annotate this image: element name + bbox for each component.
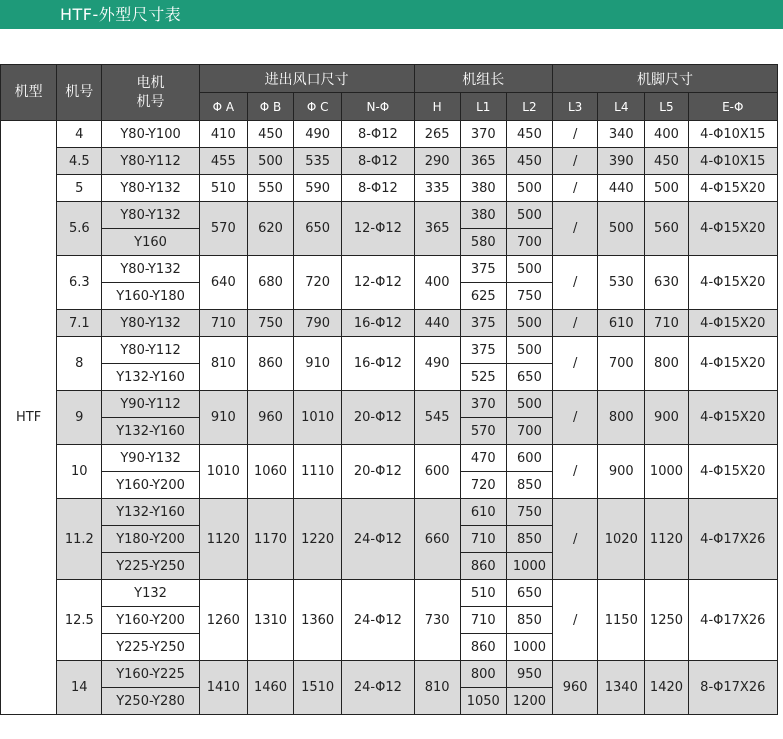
cell-phi-b: 450 — [247, 121, 293, 148]
cell-phi-a: 570 — [199, 202, 247, 256]
cell-l1: 580 — [460, 229, 506, 256]
cell-n-phi: 24-Φ12 — [342, 661, 414, 715]
cell-l1: 1050 — [460, 688, 506, 715]
cell-l4: 900 — [598, 445, 645, 499]
cell-l5: 500 — [645, 175, 688, 202]
cell-n-phi: 20-Φ12 — [342, 391, 414, 445]
cell-fan-number: 6.3 — [57, 256, 102, 310]
cell-fan-number: 5.6 — [57, 202, 102, 256]
header-foot-group: 机脚尺寸 — [553, 65, 778, 93]
cell-n-phi: 8-Φ12 — [342, 175, 414, 202]
cell-l2: 750 — [506, 499, 552, 526]
cell-e-phi: 4-Φ17X26 — [688, 580, 777, 661]
cell-motor: Y80-Y132 — [102, 310, 199, 337]
cell-l1: 860 — [460, 553, 506, 580]
cell-phi-a: 810 — [199, 337, 247, 391]
cell-motor: Y80-Y132 — [102, 175, 199, 202]
cell-l1: 375 — [460, 256, 506, 283]
cell-phi-b: 1310 — [247, 580, 293, 661]
cell-h: 600 — [414, 445, 460, 499]
cell-l5: 1000 — [645, 445, 688, 499]
header-type: 机型 — [1, 65, 57, 121]
cell-n-phi: 16-Φ12 — [342, 337, 414, 391]
cell-l5: 1250 — [645, 580, 688, 661]
cell-phi-a: 1410 — [199, 661, 247, 715]
cell-l1: 380 — [460, 175, 506, 202]
cell-phi-c: 535 — [294, 148, 342, 175]
cell-phi-a: 640 — [199, 256, 247, 310]
cell-n-phi: 8-Φ12 — [342, 121, 414, 148]
cell-l1: 625 — [460, 283, 506, 310]
cell-l2: 650 — [506, 580, 552, 607]
header-unit-length-group: 机组长 — [414, 65, 553, 93]
cell-l5: 630 — [645, 256, 688, 310]
table-row — [1, 121, 778, 148]
cell-l4: 610 — [598, 310, 645, 337]
cell-l3: 960 — [553, 661, 598, 715]
cell-l1: 370 — [460, 121, 506, 148]
cell-phi-c: 1510 — [294, 661, 342, 715]
cell-l3: / — [553, 337, 598, 391]
cell-n-phi: 20-Φ12 — [342, 445, 414, 499]
cell-phi-a: 710 — [199, 310, 247, 337]
cell-l4: 1020 — [598, 499, 645, 580]
cell-l2: 1000 — [506, 553, 552, 580]
cell-phi-b: 750 — [247, 310, 293, 337]
cell-l5: 900 — [645, 391, 688, 445]
table-row — [1, 580, 778, 607]
title-bar — [0, 0, 783, 29]
cell-l4: 800 — [598, 391, 645, 445]
cell-motor: Y160-Y180 — [102, 283, 199, 310]
cell-fan-number: 4 — [57, 121, 102, 148]
cell-motor: Y90-Y132 — [102, 445, 199, 472]
cell-phi-c: 1110 — [294, 445, 342, 499]
table-body — [1, 121, 778, 715]
cell-l2: 500 — [506, 175, 552, 202]
cell-h: 810 — [414, 661, 460, 715]
cell-n-phi: 24-Φ12 — [342, 499, 414, 580]
table-row — [1, 148, 778, 175]
cell-l5: 800 — [645, 337, 688, 391]
cell-h: 265 — [414, 121, 460, 148]
cell-l3: / — [553, 499, 598, 580]
cell-l2: 500 — [506, 256, 552, 283]
cell-l2: 500 — [506, 337, 552, 364]
cell-l5: 400 — [645, 121, 688, 148]
cell-l2: 450 — [506, 121, 552, 148]
cell-fan-number: 12.5 — [57, 580, 102, 661]
dimension-table — [0, 64, 778, 715]
cell-l5: 1420 — [645, 661, 688, 715]
cell-l1: 380 — [460, 202, 506, 229]
cell-l2: 500 — [506, 391, 552, 418]
cell-l2: 850 — [506, 607, 552, 634]
cell-l3: / — [553, 202, 598, 256]
cell-phi-c: 720 — [294, 256, 342, 310]
cell-l2: 500 — [506, 310, 552, 337]
cell-l4: 700 — [598, 337, 645, 391]
cell-phi-c: 1010 — [294, 391, 342, 445]
header-l4: L4 — [598, 93, 645, 121]
cell-fan-number: 8 — [57, 337, 102, 391]
cell-phi-a: 1010 — [199, 445, 247, 499]
cell-l3: / — [553, 175, 598, 202]
header-outlet-group: 进出风口尺寸 — [199, 65, 414, 93]
cell-fan-number: 9 — [57, 391, 102, 445]
table-row — [1, 175, 778, 202]
cell-l2: 700 — [506, 418, 552, 445]
cell-motor: Y160-Y200 — [102, 607, 199, 634]
header-l1: L1 — [460, 93, 506, 121]
cell-motor: Y80-Y132 — [102, 256, 199, 283]
cell-phi-a: 1260 — [199, 580, 247, 661]
cell-motor: Y90-Y112 — [102, 391, 199, 418]
cell-l1: 800 — [460, 661, 506, 688]
cell-motor: Y80-Y132 — [102, 202, 199, 229]
cell-l4: 500 — [598, 202, 645, 256]
header-l2: L2 — [506, 93, 552, 121]
cell-l5: 710 — [645, 310, 688, 337]
cell-phi-b: 1460 — [247, 661, 293, 715]
cell-l3: / — [553, 580, 598, 661]
cell-l2: 650 — [506, 364, 552, 391]
cell-h: 490 — [414, 337, 460, 391]
cell-h: 660 — [414, 499, 460, 580]
cell-e-phi: 4-Φ15X20 — [688, 202, 777, 256]
cell-e-phi: 4-Φ15X20 — [688, 256, 777, 310]
cell-phi-b: 680 — [247, 256, 293, 310]
cell-l2: 1200 — [506, 688, 552, 715]
cell-fan-number: 10 — [57, 445, 102, 499]
header-phi-a: Φ A — [199, 93, 247, 121]
cell-l4: 1150 — [598, 580, 645, 661]
cell-phi-c: 910 — [294, 337, 342, 391]
cell-l1: 375 — [460, 337, 506, 364]
cell-motor: Y80-Y112 — [102, 148, 199, 175]
cell-e-phi: 4-Φ15X20 — [688, 337, 777, 391]
cell-l1: 570 — [460, 418, 506, 445]
table-row — [1, 445, 778, 472]
cell-l1: 720 — [460, 472, 506, 499]
cell-motor: Y225-Y250 — [102, 634, 199, 661]
cell-h: 335 — [414, 175, 460, 202]
cell-phi-b: 550 — [247, 175, 293, 202]
cell-motor: Y132-Y160 — [102, 364, 199, 391]
cell-phi-c: 1220 — [294, 499, 342, 580]
cell-n-phi: 12-Φ12 — [342, 256, 414, 310]
cell-motor: Y160 — [102, 229, 199, 256]
cell-motor: Y80-Y112 — [102, 337, 199, 364]
cell-l2: 600 — [506, 445, 552, 472]
cell-fan-number: 4.5 — [57, 148, 102, 175]
cell-phi-b: 1060 — [247, 445, 293, 499]
cell-l2: 850 — [506, 472, 552, 499]
cell-phi-a: 510 — [199, 175, 247, 202]
table-row — [1, 661, 778, 688]
cell-l2: 500 — [506, 202, 552, 229]
cell-l4: 440 — [598, 175, 645, 202]
cell-l3: / — [553, 391, 598, 445]
cell-l2: 850 — [506, 526, 552, 553]
cell-phi-b: 860 — [247, 337, 293, 391]
cell-l1: 860 — [460, 634, 506, 661]
cell-e-phi: 4-Φ10X15 — [688, 121, 777, 148]
cell-h: 730 — [414, 580, 460, 661]
cell-l5: 1120 — [645, 499, 688, 580]
cell-l3: / — [553, 148, 598, 175]
cell-fan-number: 11.2 — [57, 499, 102, 580]
table-row — [1, 256, 778, 283]
header-e-phi: E-Φ — [688, 93, 777, 121]
cell-l2: 700 — [506, 229, 552, 256]
cell-l1: 375 — [460, 310, 506, 337]
cell-motor: Y132-Y160 — [102, 499, 199, 526]
header-number: 机号 — [57, 65, 102, 121]
cell-l1: 370 — [460, 391, 506, 418]
cell-h: 400 — [414, 256, 460, 310]
cell-l2: 950 — [506, 661, 552, 688]
cell-phi-a: 410 — [199, 121, 247, 148]
cell-l1: 710 — [460, 607, 506, 634]
header-motor-line2: 机号 — [136, 93, 165, 110]
cell-e-phi: 4-Φ10X15 — [688, 148, 777, 175]
cell-phi-c: 650 — [294, 202, 342, 256]
cell-n-phi: 16-Φ12 — [342, 310, 414, 337]
cell-l5: 560 — [645, 202, 688, 256]
header-h: H — [414, 93, 460, 121]
cell-e-phi: 4-Φ15X20 — [688, 175, 777, 202]
cell-n-phi: 8-Φ12 — [342, 148, 414, 175]
cell-phi-a: 455 — [199, 148, 247, 175]
cell-h: 365 — [414, 202, 460, 256]
cell-fan-number: 5 — [57, 175, 102, 202]
cell-l2: 1000 — [506, 634, 552, 661]
cell-motor: Y160-Y225 — [102, 661, 199, 688]
cell-e-phi: 8-Φ17X26 — [688, 661, 777, 715]
cell-l1: 365 — [460, 148, 506, 175]
type-cell: HTF — [1, 121, 57, 715]
cell-motor: Y180-Y200 — [102, 526, 199, 553]
cell-l2: 450 — [506, 148, 552, 175]
cell-l3: / — [553, 310, 598, 337]
cell-h: 545 — [414, 391, 460, 445]
cell-phi-a: 910 — [199, 391, 247, 445]
header-l5: L5 — [645, 93, 688, 121]
cell-h: 440 — [414, 310, 460, 337]
cell-l3: / — [553, 121, 598, 148]
table-row — [1, 337, 778, 364]
page-title: HTF-外型尺寸表 — [60, 5, 182, 24]
cell-fan-number: 14 — [57, 661, 102, 715]
table-row — [1, 499, 778, 526]
cell-l3: / — [553, 445, 598, 499]
header-motor-line1: 电机 — [136, 74, 165, 91]
cell-e-phi: 4-Φ15X20 — [688, 445, 777, 499]
header-n-phi: N-Φ — [342, 93, 414, 121]
cell-phi-c: 1360 — [294, 580, 342, 661]
cell-n-phi: 12-Φ12 — [342, 202, 414, 256]
cell-l4: 390 — [598, 148, 645, 175]
header-l3: L3 — [553, 93, 598, 121]
cell-phi-b: 960 — [247, 391, 293, 445]
cell-l1: 525 — [460, 364, 506, 391]
cell-phi-b: 1170 — [247, 499, 293, 580]
cell-e-phi: 4-Φ15X20 — [688, 391, 777, 445]
cell-phi-b: 500 — [247, 148, 293, 175]
table-row — [1, 391, 778, 418]
cell-motor: Y250-Y280 — [102, 688, 199, 715]
cell-l4: 1340 — [598, 661, 645, 715]
cell-phi-c: 590 — [294, 175, 342, 202]
cell-l2: 750 — [506, 283, 552, 310]
cell-phi-c: 790 — [294, 310, 342, 337]
cell-l1: 610 — [460, 499, 506, 526]
cell-phi-a: 1120 — [199, 499, 247, 580]
table-row — [1, 202, 778, 229]
cell-motor: Y132-Y160 — [102, 418, 199, 445]
cell-fan-number: 7.1 — [57, 310, 102, 337]
header-phi-b: Φ B — [247, 93, 293, 121]
cell-l1: 710 — [460, 526, 506, 553]
cell-phi-c: 490 — [294, 121, 342, 148]
cell-motor: Y160-Y200 — [102, 472, 199, 499]
cell-l1: 510 — [460, 580, 506, 607]
cell-phi-b: 620 — [247, 202, 293, 256]
cell-l5: 450 — [645, 148, 688, 175]
cell-motor: Y225-Y250 — [102, 553, 199, 580]
cell-n-phi: 24-Φ12 — [342, 580, 414, 661]
cell-motor: Y132 — [102, 580, 199, 607]
cell-l1: 470 — [460, 445, 506, 472]
cell-motor: Y80-Y100 — [102, 121, 199, 148]
cell-h: 290 — [414, 148, 460, 175]
cell-l4: 340 — [598, 121, 645, 148]
cell-e-phi: 4-Φ17X26 — [688, 499, 777, 580]
cell-l4: 530 — [598, 256, 645, 310]
header-phi-c: Φ C — [294, 93, 342, 121]
cell-e-phi: 4-Φ15X20 — [688, 310, 777, 337]
header-motor — [102, 65, 199, 121]
table-row — [1, 310, 778, 337]
cell-l3: / — [553, 256, 598, 310]
